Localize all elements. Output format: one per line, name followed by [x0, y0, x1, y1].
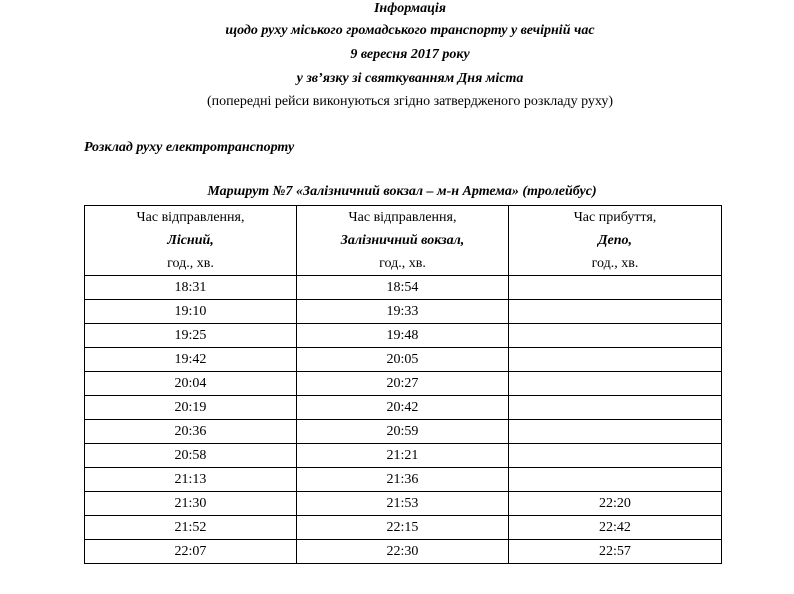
column-header-line1: Час прибуття,: [573, 210, 657, 225]
departure-vokzal-cell: 19:33: [297, 300, 509, 324]
table-row: [85, 396, 722, 420]
info-date: 9 вересня 2017 року: [350, 47, 470, 62]
arrival-depo-cell: 22:42: [509, 516, 722, 540]
table-row: [85, 540, 722, 564]
departure-lisnyi-cell: 19:25: [85, 324, 297, 348]
departure-lisnyi-cell: 18:31: [85, 276, 297, 300]
table-row: [85, 420, 722, 444]
column-header-stop: Залізничний вокзал,: [340, 233, 465, 248]
column-header-stop: Депо,: [597, 233, 633, 248]
table-row: [85, 444, 722, 468]
info-subtitle: щодо руху міського громадського транспорту у вечірній час: [225, 23, 595, 38]
departure-vokzal-cell: 21:53: [297, 492, 509, 516]
departure-vokzal-cell: 22:30: [297, 540, 509, 564]
column-header-vokzal: [297, 206, 509, 276]
arrival-depo-cell: [509, 444, 722, 468]
departure-vokzal-cell: 20:27: [297, 372, 509, 396]
column-header-units: год., хв.: [591, 256, 639, 271]
table-row: [85, 372, 722, 396]
departure-vokzal-cell: 20:42: [297, 396, 509, 420]
column-header-stop: Лісний,: [167, 233, 214, 248]
arrival-depo-cell: [509, 276, 722, 300]
section-title: Розклад руху електротранспорту: [84, 140, 295, 155]
column-header-line1: Час відправлення,: [136, 210, 245, 225]
departure-vokzal-cell: 21:21: [297, 444, 509, 468]
departure-vokzal-cell: 22:15: [297, 516, 509, 540]
table-row: [85, 324, 722, 348]
departure-lisnyi-cell: 22:07: [85, 540, 297, 564]
column-header-units: год., хв.: [167, 256, 214, 271]
arrival-depo-cell: [509, 300, 722, 324]
departure-lisnyi-cell: 21:30: [85, 492, 297, 516]
departure-lisnyi-cell: 20:19: [85, 396, 297, 420]
route-title: Маршрут №7 «Залізничний вокзал – м-н Артема» (тролейбус): [207, 184, 597, 199]
table-row: [85, 492, 722, 516]
arrival-depo-cell: [509, 420, 722, 444]
info-title: Інформація: [373, 1, 447, 16]
arrival-depo-cell: 22:57: [509, 540, 722, 564]
departure-lisnyi-cell: 19:42: [85, 348, 297, 372]
arrival-depo-cell: [509, 324, 722, 348]
departure-vokzal-cell: 20:59: [297, 420, 509, 444]
arrival-depo-cell: [509, 348, 722, 372]
departure-lisnyi-cell: 20:58: [85, 444, 297, 468]
table-row: [85, 516, 722, 540]
departure-vokzal-cell: 19:48: [297, 324, 509, 348]
column-header-lisnyi: [85, 206, 297, 276]
table-row: [85, 276, 722, 300]
departure-lisnyi-cell: 19:10: [85, 300, 297, 324]
departure-vokzal-cell: 21:36: [297, 468, 509, 492]
arrival-depo-cell: 22:20: [509, 492, 722, 516]
departure-lisnyi-cell: 20:04: [85, 372, 297, 396]
column-header-line1: Час відправлення,: [348, 210, 457, 225]
table-row: [85, 468, 722, 492]
column-header-depo: [509, 206, 722, 276]
arrival-depo-cell: [509, 468, 722, 492]
table-header-row: [85, 206, 722, 276]
schedule-table: [84, 205, 722, 564]
departure-vokzal-cell: 20:05: [297, 348, 509, 372]
info-note: (попередні рейси виконуються згідно затвердженого розкладу руху): [206, 94, 614, 109]
departure-lisnyi-cell: 21:52: [85, 516, 297, 540]
departure-lisnyi-cell: 21:13: [85, 468, 297, 492]
departure-lisnyi-cell: 20:36: [85, 420, 297, 444]
table-row: [85, 300, 722, 324]
info-reason: у зв’язку зі святкуванням Дня міста: [296, 71, 524, 86]
arrival-depo-cell: [509, 396, 722, 420]
departure-vokzal-cell: 18:54: [297, 276, 509, 300]
column-header-units: год., хв.: [379, 256, 426, 271]
arrival-depo-cell: [509, 372, 722, 396]
table-row: [85, 348, 722, 372]
